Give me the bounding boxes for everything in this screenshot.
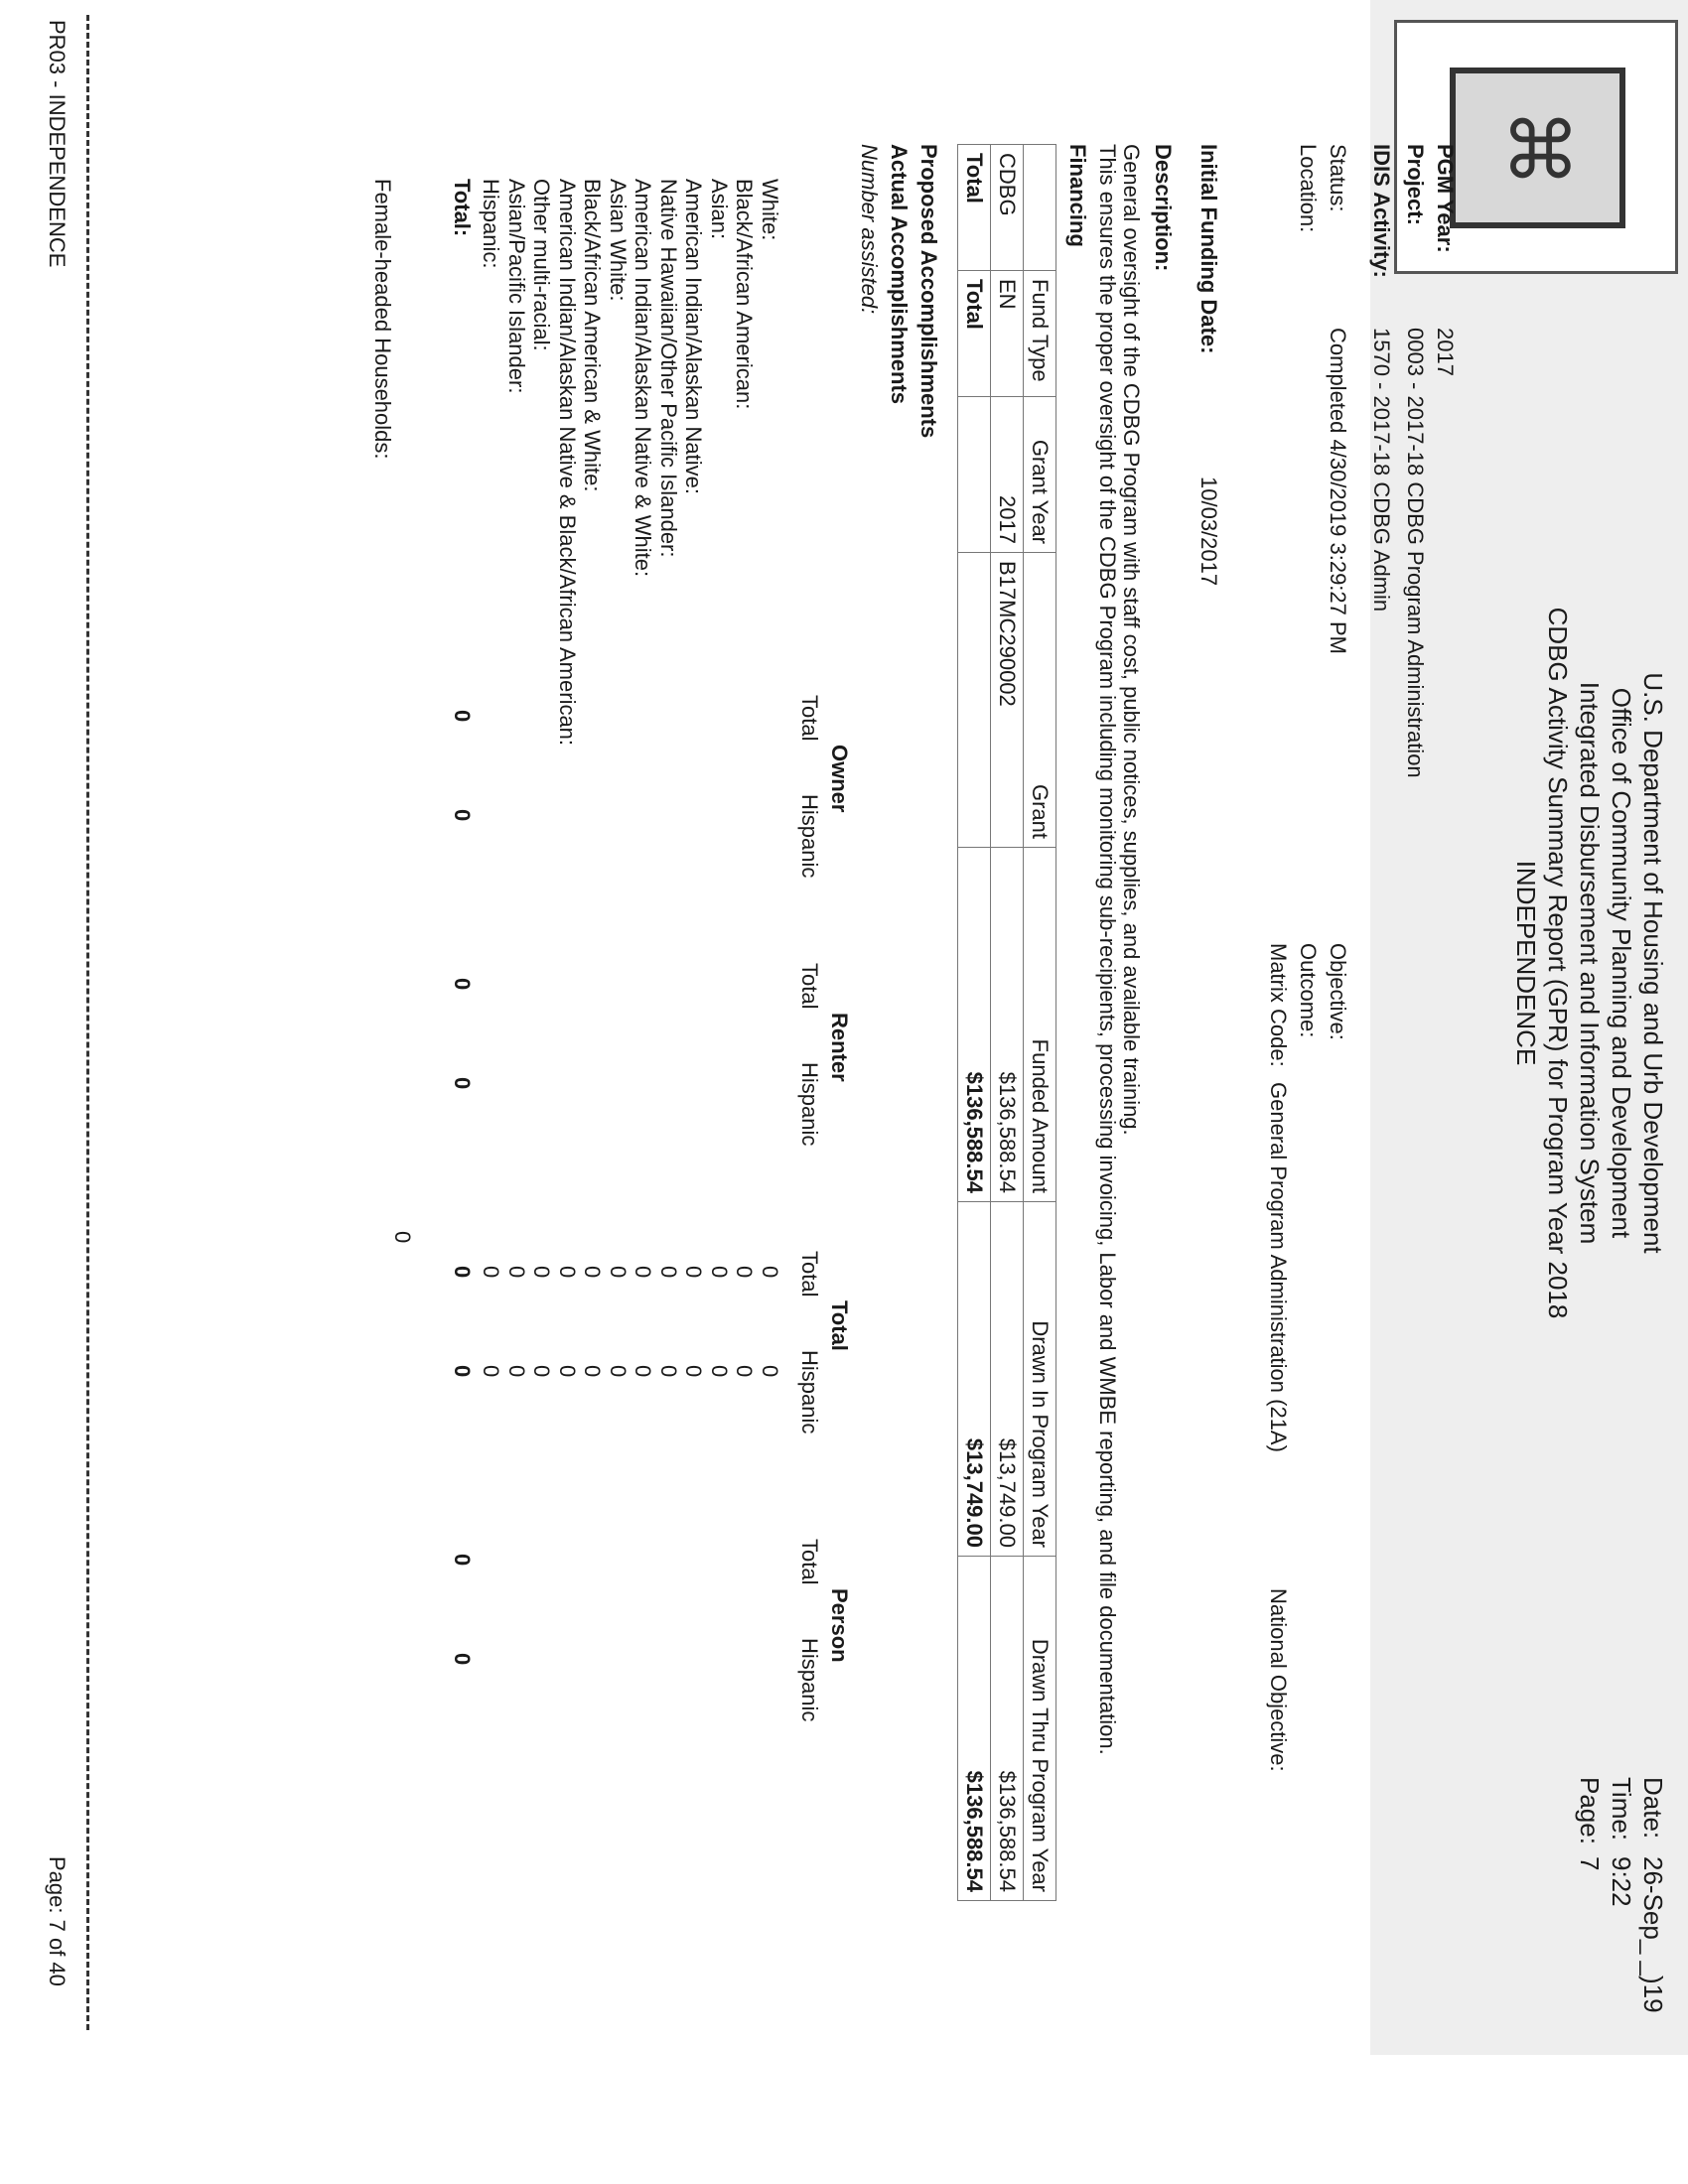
group-header-renter: Renter xyxy=(827,1013,852,1082)
financing-title: Financing xyxy=(1065,144,1090,247)
date-value: 26-Sep_ _)19 xyxy=(1638,1856,1668,2013)
total-row-value: 0 xyxy=(450,1266,475,1279)
financing-cell: $13,749.00 xyxy=(958,1202,991,1557)
pgm-year-value: 2017 xyxy=(1433,328,1458,376)
group-header-person: Person xyxy=(827,1588,852,1663)
subheader-total: Total xyxy=(797,1251,822,1297)
race-row-label: American Indian/Alaskan Native: xyxy=(681,179,707,494)
subheader-total: Total xyxy=(797,695,822,742)
subheader-hispanic: Hispanic xyxy=(797,1638,822,1722)
race-row-value: 0 xyxy=(479,1365,504,1378)
race-row-label: Asian: xyxy=(707,179,732,240)
idis-label: IDIS Activity: xyxy=(1369,144,1394,278)
race-row-value: 0 xyxy=(504,1266,529,1279)
footer-page-count: Page: 7 of 40 xyxy=(45,1856,70,1986)
race-row-label: Native Hawaiian/Other Pacific Islander: xyxy=(656,179,681,558)
idis-value: 1570 - 2017-18 CDBG Admin xyxy=(1369,328,1394,613)
description-line-2: This ensures the proper oversight of the CDBG Program including monitoring sub-recipients, processing invoicing, Labor and WMBE reporting, and file documentation. xyxy=(1095,144,1120,1755)
financing-col-program xyxy=(1024,145,1056,271)
race-row-value: 0 xyxy=(504,1365,529,1378)
race-row-value: 0 xyxy=(732,1365,758,1378)
funding-date-label: Initial Funding Date: xyxy=(1196,144,1221,354)
race-row-value: 0 xyxy=(555,1365,580,1378)
race-row-label: Asian White: xyxy=(606,179,631,302)
financing-cell xyxy=(958,397,991,553)
race-row-label: American Indian/Alaskan Native & Black/African American: xyxy=(555,179,580,747)
race-row-value: 0 xyxy=(580,1266,606,1279)
status-value: Completed 4/30/2019 3:29:27 PM xyxy=(1326,328,1350,655)
total-row-value: 0 xyxy=(450,1554,475,1567)
race-row-value: 0 xyxy=(631,1365,656,1378)
group-header-owner: Owner xyxy=(827,745,852,813)
female-headed-label: Female-headed Households: xyxy=(370,179,395,460)
financing-cell: Total xyxy=(958,271,991,397)
national-objective-label: National Objective: xyxy=(1266,1588,1291,1772)
footer-report-id: PR03 - INDEPENDENCE xyxy=(45,20,70,268)
funding-date-value: 10/03/2017 xyxy=(1196,477,1221,587)
financing-header-row xyxy=(1024,145,1056,1901)
subheader-hispanic: Hispanic xyxy=(797,794,822,879)
financing-cell xyxy=(958,553,991,848)
total-row-value: 0 xyxy=(450,1365,475,1378)
footer-divider xyxy=(86,15,89,2030)
race-row-value: 0 xyxy=(580,1365,606,1378)
financing-col-grant-year: Grant Year xyxy=(1024,397,1056,553)
race-row-value: 0 xyxy=(758,1266,782,1279)
race-row-value: 0 xyxy=(707,1266,732,1279)
financing-cell: $136,588.54 xyxy=(991,1557,1024,1901)
description-line-1: General oversight of the CDBG Program with staff cost, public notices, supplies, and available training. xyxy=(1119,144,1144,1136)
total-row-label: Total: xyxy=(450,179,475,237)
office-title: Office of Community Planning and Development xyxy=(1607,687,1636,1239)
description-label: Description: xyxy=(1151,144,1176,272)
race-row-value: 0 xyxy=(479,1266,504,1279)
financing-cell: $136,588.54 xyxy=(958,848,991,1202)
financing-col-fund-type: Fund Type xyxy=(1024,271,1056,397)
female-headed-value: 0 xyxy=(390,1231,415,1244)
race-row-value: 0 xyxy=(631,1266,656,1279)
financing-table xyxy=(957,144,1056,1901)
proposed-accomplishments-title: Proposed Accomplishments xyxy=(916,144,941,439)
pgm-year-label: PGM Year: xyxy=(1433,144,1458,253)
location-label: Location: xyxy=(1296,144,1321,233)
financing-col-drawn-in: Drawn In Program Year xyxy=(1024,1202,1056,1557)
financing-cell: $13,749.00 xyxy=(991,1202,1024,1557)
project-value: 0003 - 2017-18 CDBG Program Administration xyxy=(1403,328,1428,778)
race-row-label: Other multi-racial: xyxy=(529,179,555,351)
subheader-total: Total xyxy=(797,1539,822,1585)
number-assisted-label: Number assisted: xyxy=(857,144,882,315)
project-label: Project: xyxy=(1403,144,1428,225)
subheader-hispanic: Hispanic xyxy=(797,1062,822,1147)
race-row-value: 0 xyxy=(758,1365,782,1378)
financing-cell: B17MC290002 xyxy=(991,553,1024,848)
total-row-value: 0 xyxy=(450,1077,475,1090)
race-row-label: Black/African American & White: xyxy=(580,179,606,492)
total-row-value: 0 xyxy=(450,710,475,723)
financing-cell: EN xyxy=(991,271,1024,397)
race-row-value: 0 xyxy=(606,1266,631,1279)
matrix-value: General Program Administration (21A) xyxy=(1266,1082,1291,1452)
date-label: Date: xyxy=(1638,1777,1668,1840)
race-row-label: Asian/Pacific Islander: xyxy=(504,179,529,394)
total-row-value: 0 xyxy=(450,1653,475,1666)
financing-cell: $136,588.54 xyxy=(991,848,1024,1202)
system-title: Integrated Disbursement and Information System xyxy=(1575,681,1605,1245)
race-row-value: 0 xyxy=(606,1365,631,1378)
race-row-value: 0 xyxy=(656,1266,681,1279)
status-label: Status: xyxy=(1326,144,1350,212)
race-row-value: 0 xyxy=(529,1365,555,1378)
financing-cell: 2017 xyxy=(991,397,1024,553)
grantee-title: INDEPENDENCE xyxy=(1511,860,1541,1066)
subheader-hispanic: Hispanic xyxy=(797,1350,822,1434)
financing-total-row xyxy=(958,145,991,1901)
objective-label: Objective: xyxy=(1326,943,1350,1040)
time-value: 9:22 xyxy=(1607,1856,1636,1907)
race-row-value: 0 xyxy=(707,1365,732,1378)
race-row-label: White: xyxy=(758,179,782,241)
financing-cell: Total xyxy=(958,145,991,271)
race-row-value: 0 xyxy=(529,1266,555,1279)
agency-title: U.S. Department of Housing and Urb Development xyxy=(1638,672,1668,1254)
financing-col-funded: Funded Amount xyxy=(1024,848,1056,1202)
financing-row xyxy=(991,145,1024,1901)
time-label: Time: xyxy=(1607,1777,1636,1842)
financing-cell: CDBG xyxy=(991,145,1024,271)
race-row-value: 0 xyxy=(681,1365,707,1378)
race-row-label: Hispanic: xyxy=(479,179,504,269)
race-row-label: Black/African American: xyxy=(732,179,758,410)
matrix-label: Matrix Code: xyxy=(1266,943,1291,1067)
subheader-total: Total xyxy=(797,963,822,1010)
outcome-label: Outcome: xyxy=(1296,943,1321,1038)
financing-col-grant: Grant xyxy=(1024,553,1056,848)
page-value: 7 xyxy=(1575,1856,1605,1871)
page-label: Page: xyxy=(1575,1777,1605,1844)
total-row-value: 0 xyxy=(450,978,475,991)
race-row-label: American Indian/Alaskan Native & White: xyxy=(631,179,656,578)
financing-cell: $136,588.54 xyxy=(958,1557,991,1901)
total-row-value: 0 xyxy=(450,809,475,822)
financing-col-drawn-thru: Drawn Thru Program Year xyxy=(1024,1557,1056,1901)
group-header-total: Total xyxy=(827,1300,852,1351)
race-row-value: 0 xyxy=(555,1266,580,1279)
report-title: CDBG Activity Summary Report (GPR) for Program Year 2018 xyxy=(1543,607,1573,1319)
race-row-value: 0 xyxy=(656,1365,681,1378)
race-row-value: 0 xyxy=(681,1266,707,1279)
race-row-value: 0 xyxy=(732,1266,758,1279)
hud-seal-icon: ⌘ xyxy=(1450,68,1625,228)
actual-accomplishments-title: Actual Accomplishments xyxy=(887,144,912,405)
